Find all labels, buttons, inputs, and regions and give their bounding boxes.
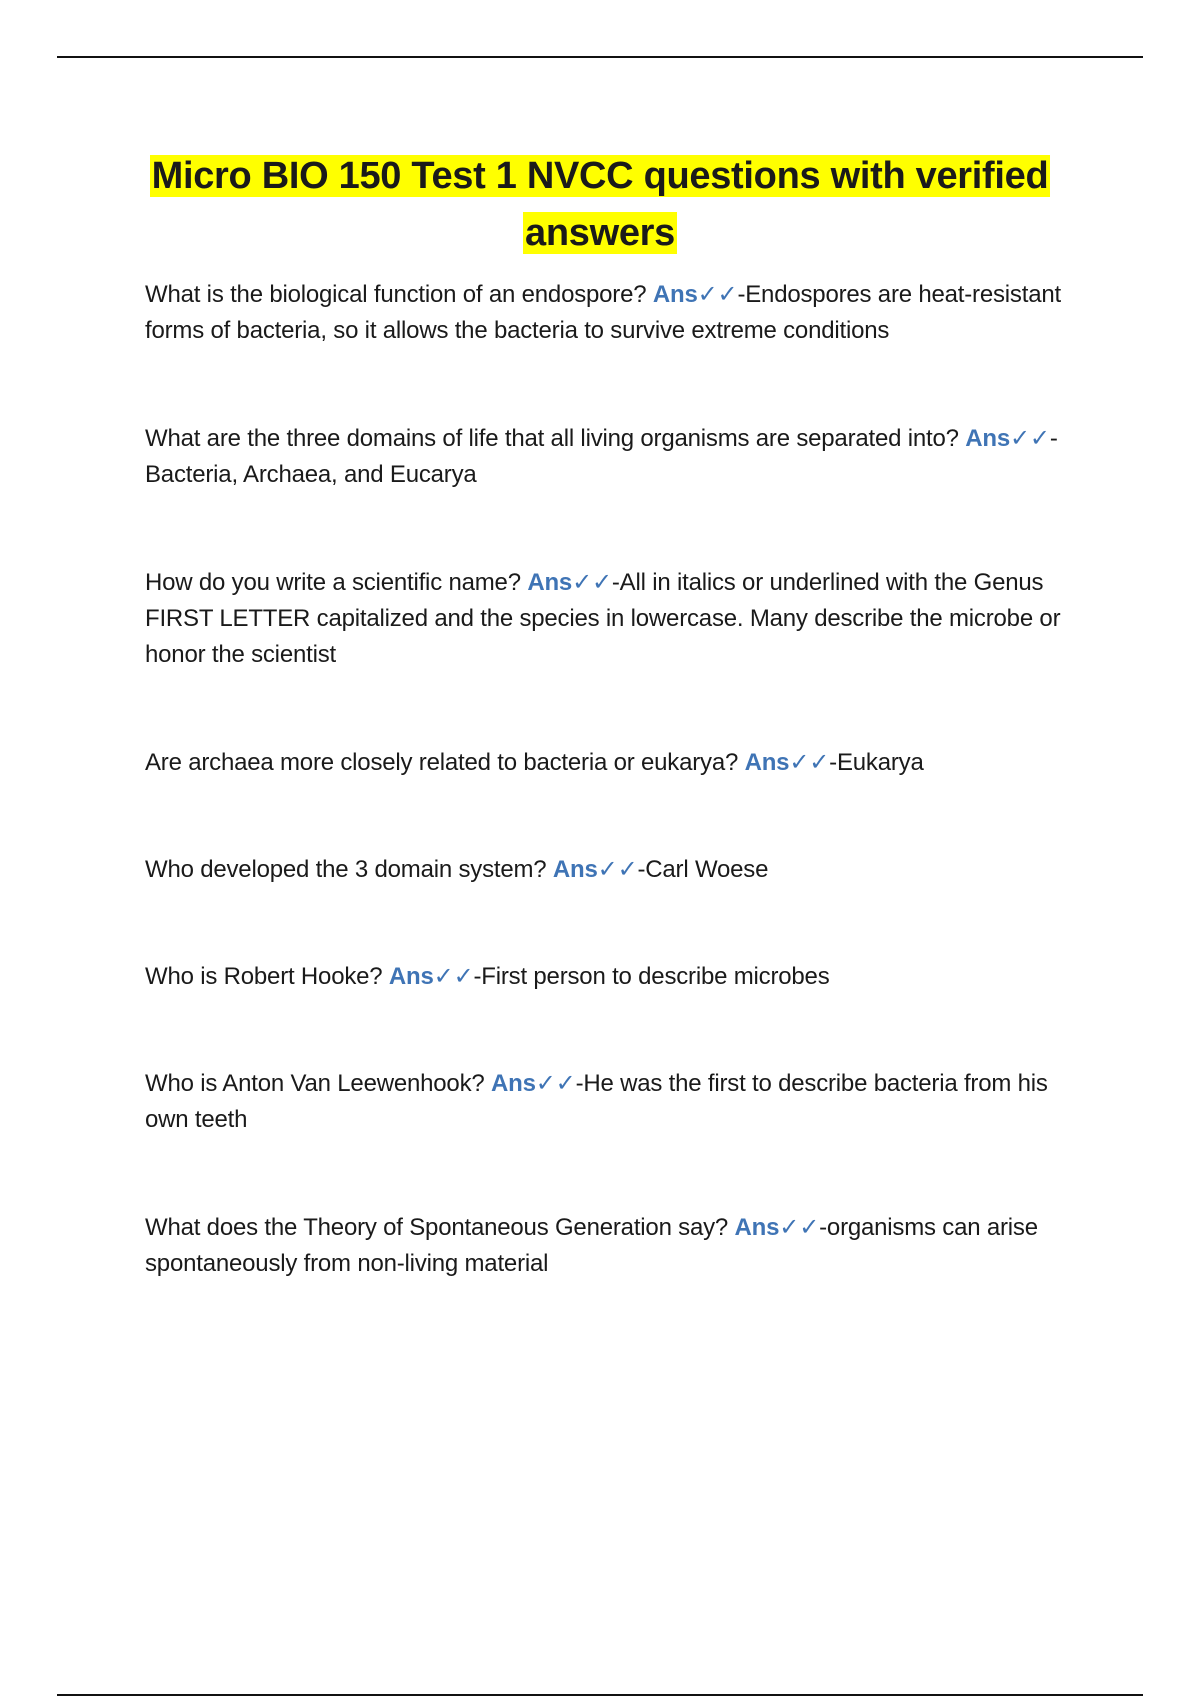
answer-marker: Ans <box>965 425 1011 452</box>
top-rule <box>57 56 1143 58</box>
answer-text: -Bacteria, Archaea, and Eucarya <box>145 425 1058 488</box>
qa-item <box>145 852 1090 888</box>
checkmark-icon: ✓✓ <box>697 281 738 308</box>
qa-item <box>145 277 1090 349</box>
answer-text: -All in italics or underlined with the Genus FIRST LETTER capitalized and the species in lowercase. Many describe the microbe or honor the scientist <box>145 569 1061 668</box>
title-line-1: Micro BIO 150 Test 1 NVCC questions with verified <box>151 155 1049 197</box>
qa-item <box>145 1210 1090 1282</box>
answer-marker: Ans <box>652 281 698 308</box>
answer-text: -Eukarya <box>829 749 924 776</box>
answer-marker: Ans <box>527 569 573 596</box>
answer-text: -organisms can arise spontaneously from non-living material <box>145 1214 1038 1277</box>
answer-text: -First person to describe microbes <box>473 963 830 990</box>
question-text: How do you write a scientific name? <box>145 569 521 596</box>
checkmark-icon: ✓✓ <box>1010 425 1050 452</box>
document-title <box>120 148 1080 262</box>
checkmark-icon: ✓✓ <box>535 1070 576 1097</box>
answer-marker: Ans <box>388 963 434 990</box>
checkmark-icon: ✓✓ <box>572 569 612 596</box>
title-line-2: answers <box>525 212 675 254</box>
question-text: What is the biological function of an endospore? <box>145 281 647 308</box>
question-text: What does the Theory of Spontaneous Generation say? <box>145 1214 729 1241</box>
qa-item <box>145 565 1090 673</box>
question-text: Are archaea more closely related to bacteria or eukarya? <box>145 749 739 776</box>
checkmark-icon: ✓✓ <box>433 963 474 990</box>
qa-item <box>145 959 1090 995</box>
checkmark-icon: ✓✓ <box>597 856 638 883</box>
answer-marker: Ans <box>744 749 790 776</box>
answer-text: -Carl Woese <box>637 856 769 883</box>
question-text: Who developed the 3 domain system? <box>145 856 547 883</box>
answer-marker: Ans <box>734 1214 780 1241</box>
question-text: Who is Anton Van Leewenhook? <box>145 1070 485 1097</box>
question-text: What are the three domains of life that all living organisms are separated into? <box>145 425 959 452</box>
qa-item <box>145 745 1090 781</box>
bottom-rule <box>57 1694 1143 1696</box>
answer-text: -Endospores are heat-resistant forms of bacteria, so it allows the bacteria to survive extreme conditions <box>145 281 1061 344</box>
answer-text: -He was the first to describe bacteria from his own teeth <box>145 1070 1048 1133</box>
qa-item <box>145 421 1090 493</box>
question-text: Who is Robert Hooke? <box>145 963 383 990</box>
answer-marker: Ans <box>491 1070 536 1097</box>
checkmark-icon: ✓✓ <box>779 1214 820 1241</box>
checkmark-icon: ✓✓ <box>789 749 830 776</box>
qa-item <box>145 1066 1090 1138</box>
answer-marker: Ans <box>552 856 598 883</box>
